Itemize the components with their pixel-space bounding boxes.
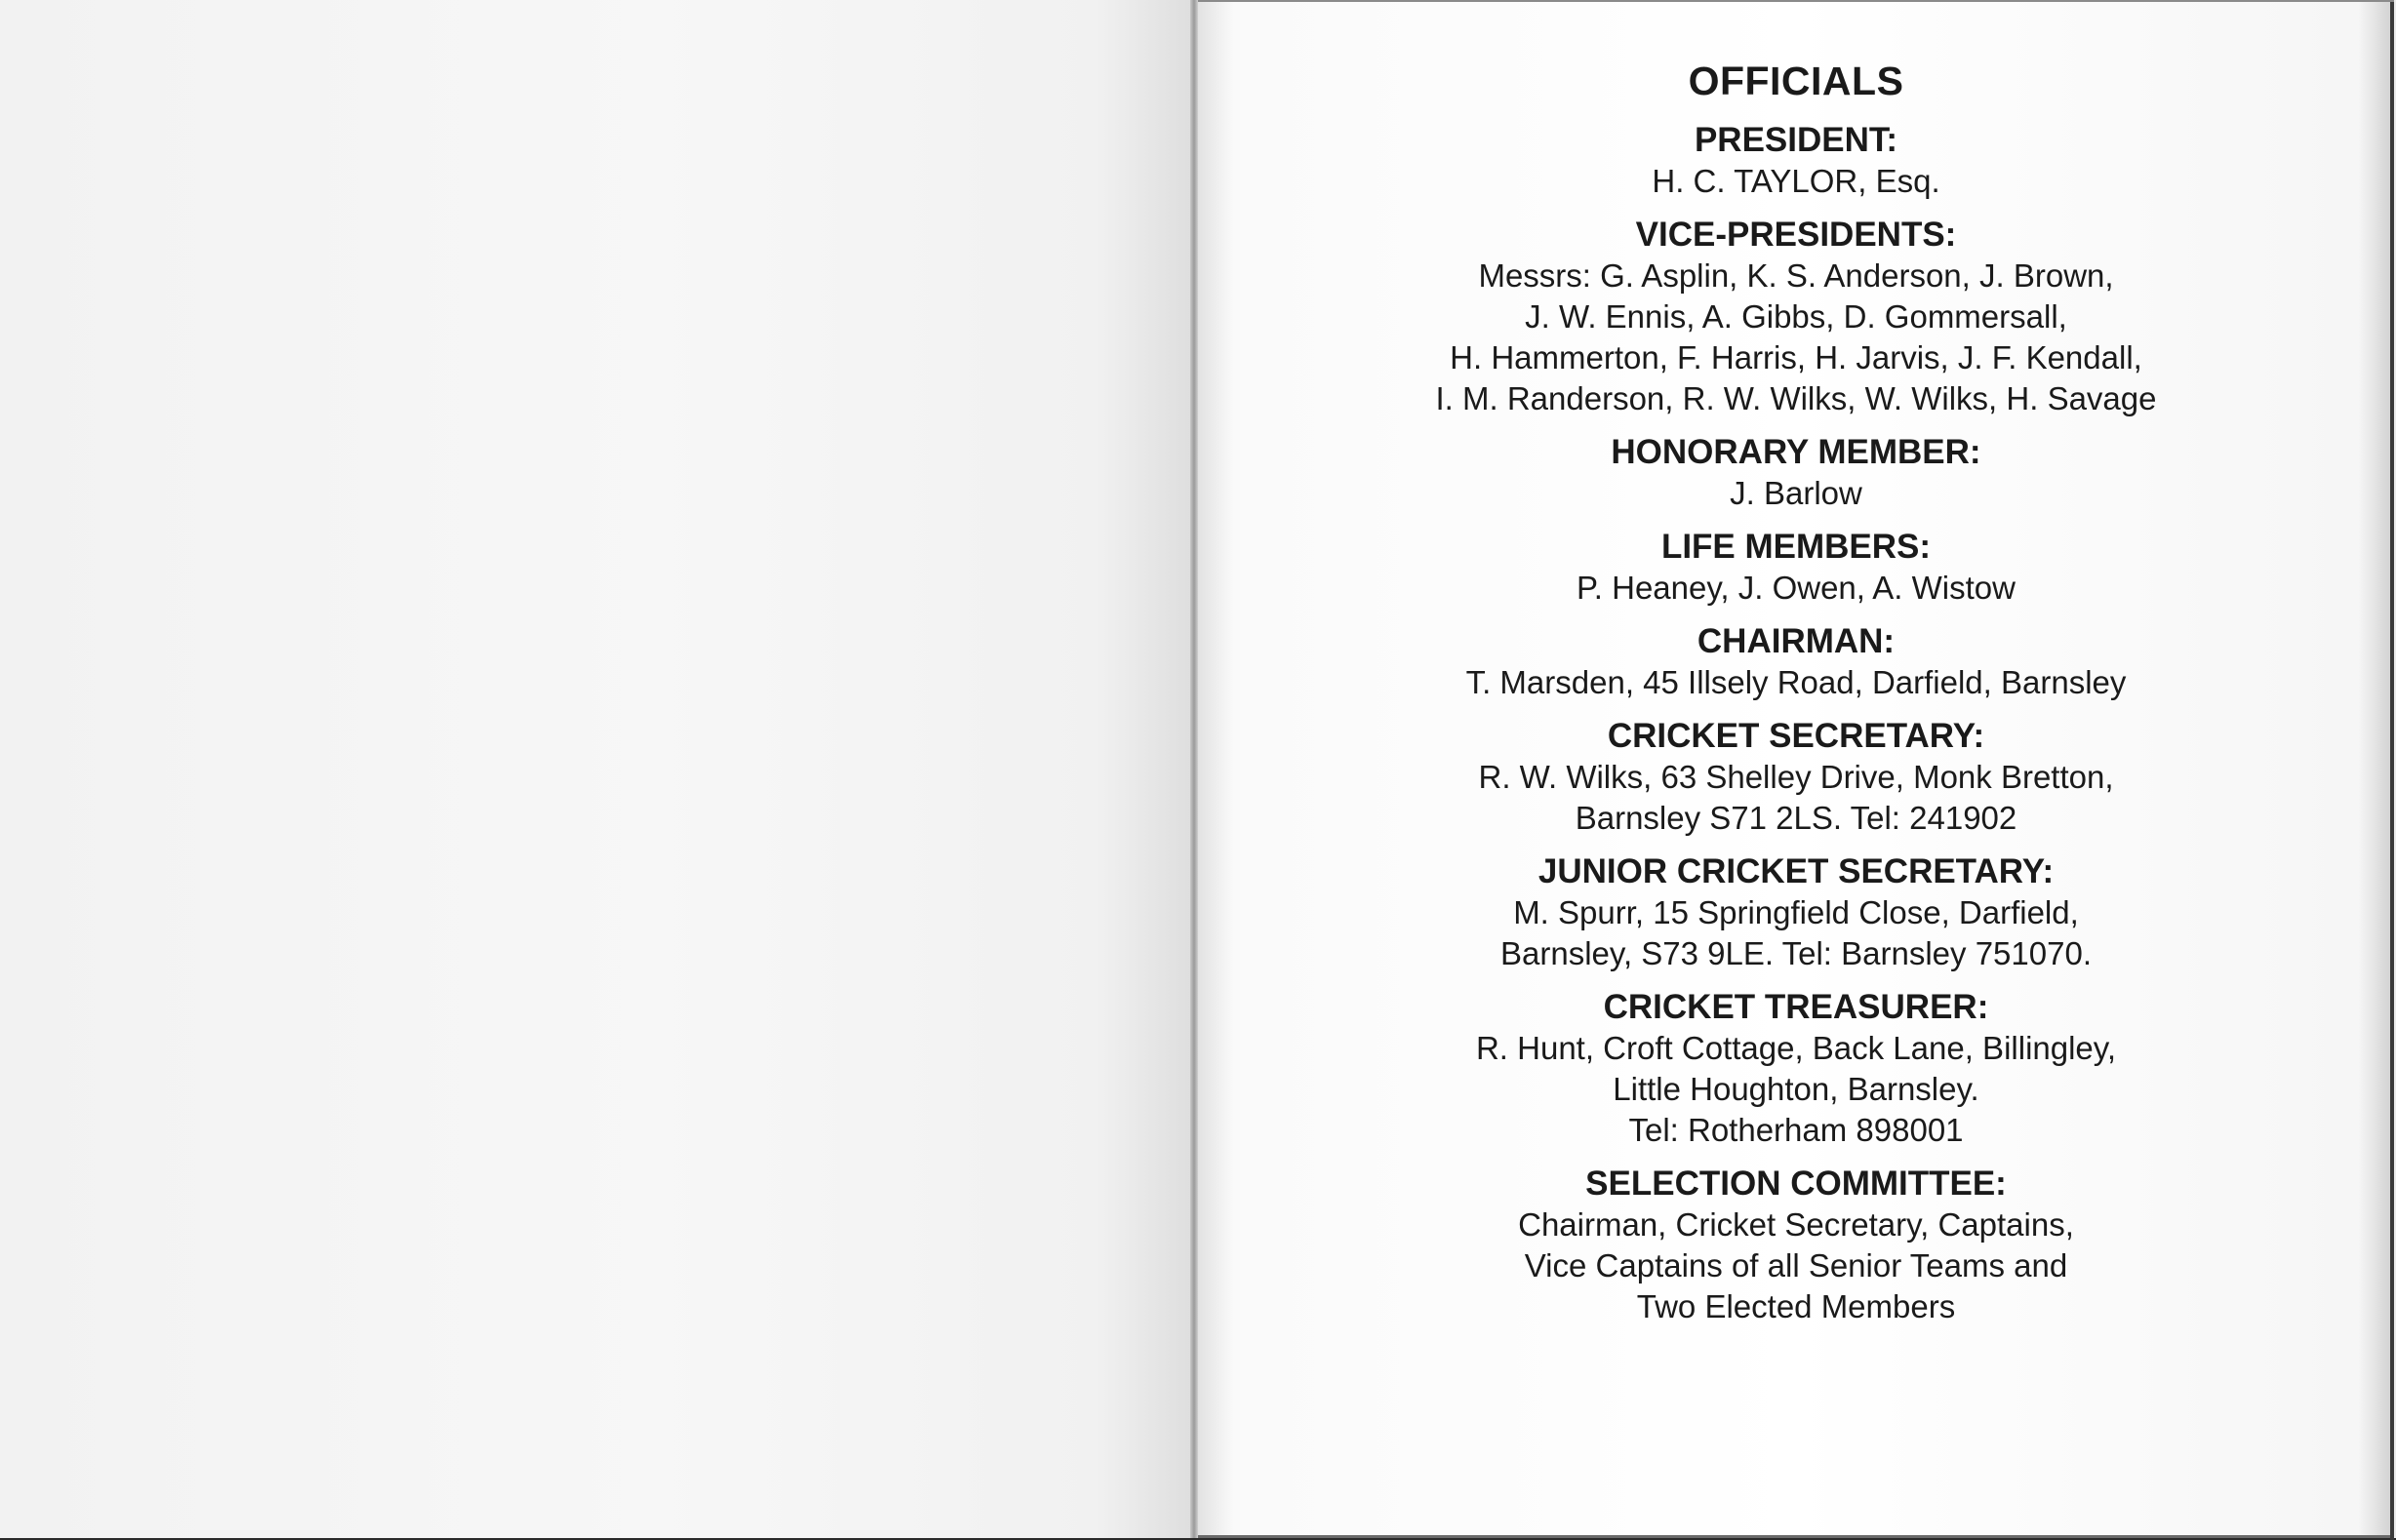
- section-selection-committee: [1198, 1164, 2394, 1327]
- officials-page: [1198, 0, 2394, 1538]
- section-line: J. Barlow: [1730, 475, 1862, 512]
- section-heading: CHAIRMAN:: [1697, 622, 1896, 661]
- section-line: Vice Captains of all Senior Teams and: [1524, 1247, 2068, 1284]
- section-heading: LIFE MEMBERS:: [1660, 528, 1932, 567]
- section-line: Messrs: G. Asplin, K. S. Anderson, J. Brown,: [1478, 257, 2114, 295]
- section-junior-cricket-secretary: [1198, 851, 2394, 974]
- section-line: M. Spurr, 15 Springfield Close, Darfield,: [1513, 894, 2079, 931]
- section-heading: CRICKET TREASURER:: [1603, 988, 1989, 1027]
- section-line: Tel: Rotherham 898001: [1628, 1112, 1964, 1149]
- section-line: Barnsley, S73 9LE. Tel: Barnsley 751070.: [1500, 935, 2092, 972]
- section-line: Barnsley S71 2LS. Tel: 241902: [1575, 800, 2017, 837]
- section-heading: PRESIDENT:: [1694, 121, 1898, 160]
- section-line: I. M. Randerson, R. W. Wilks, W. Wilks, H. Savage: [1435, 380, 2157, 417]
- section-line: Little Houghton, Barnsley.: [1613, 1071, 1979, 1108]
- section-line: R. W. Wilks, 63 Shelley Drive, Monk Bretton,: [1478, 759, 2114, 796]
- section-heading: JUNIOR CRICKET SECRETARY:: [1537, 852, 2055, 891]
- section-cricket-secretary: [1198, 716, 2394, 839]
- section-honorary-member: [1198, 432, 2394, 514]
- section-cricket-treasurer: [1198, 987, 2394, 1151]
- section-line: H. C. TAYLOR, Esq.: [1652, 163, 1940, 200]
- page-edge-shadow: [2390, 2, 2394, 1540]
- section-life-members: [1198, 527, 2394, 609]
- section-line: Two Elected Members: [1636, 1288, 1956, 1325]
- page-title: OFFICIALS: [1688, 59, 1904, 103]
- section-heading: VICE-PRESIDENTS:: [1635, 216, 1957, 255]
- section-heading: CRICKET SECRETARY:: [1607, 717, 1985, 756]
- section-line: R. Hunt, Croft Cottage, Back Lane, Billingley,: [1475, 1030, 2117, 1067]
- section-chairman: [1198, 621, 2394, 703]
- section-heading: HONORARY MEMBER:: [1611, 433, 1981, 472]
- section-line: P. Heaney, J. Owen, A. Wistow: [1577, 570, 2016, 607]
- section-line: J. W. Ennis, A. Gibbs, D. Gommersall,: [1525, 298, 2067, 336]
- section-vice-presidents: [1198, 215, 2394, 419]
- blank-left-page: [0, 0, 1192, 1538]
- officials-content: [1198, 59, 2394, 1340]
- book-gutter: [1190, 0, 1198, 1538]
- section-president: [1198, 120, 2394, 202]
- section-line: Chairman, Cricket Secretary, Captains,: [1518, 1206, 2074, 1244]
- section-heading: SELECTION COMMITTEE:: [1585, 1165, 2007, 1204]
- section-line: T. Marsden, 45 Illsely Road, Darfield, Barnsley: [1465, 664, 2127, 701]
- section-line: H. Hammerton, F. Harris, H. Jarvis, J. F. Kendall,: [1450, 339, 2142, 376]
